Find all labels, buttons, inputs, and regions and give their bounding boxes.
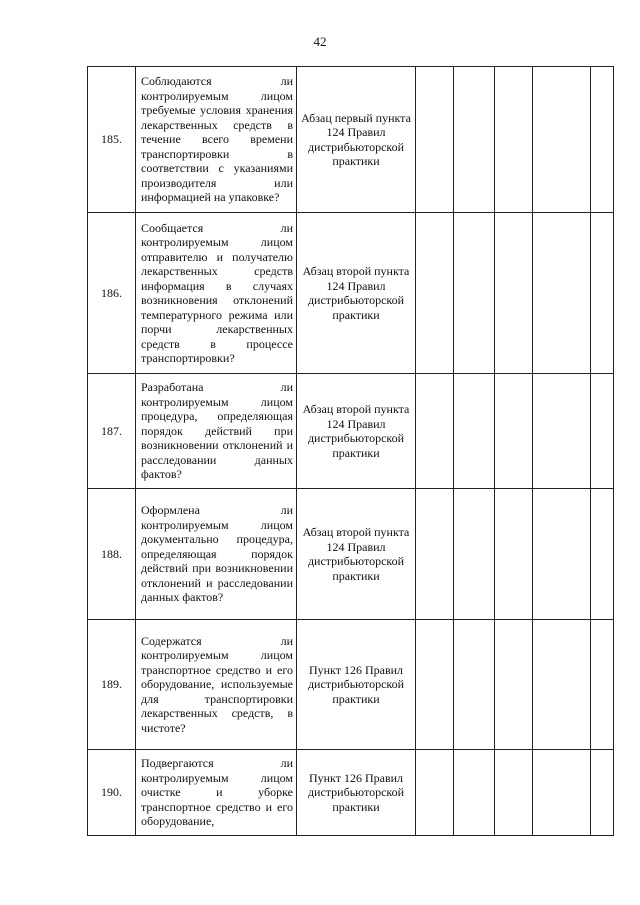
- answer-cell: [495, 620, 533, 750]
- row-number: 186.: [88, 213, 136, 374]
- row-number: 185.: [88, 67, 136, 213]
- answer-cell: [454, 67, 495, 213]
- table-row: [88, 213, 614, 374]
- answer-cell: [416, 67, 454, 213]
- answer-cell: [495, 750, 533, 836]
- answer-cell: [454, 213, 495, 374]
- question-text: Подвергаются ли контролируемым лицом очистке и уборке транспортное средство и его оборудование,: [136, 750, 297, 836]
- question-text: Разработана ли контролируемым лицом процедура, определяющая порядок действий при возникновении отклонений и расследовании данных фактов?: [136, 374, 297, 489]
- table-row: [88, 489, 614, 620]
- row-number: 188.: [88, 489, 136, 620]
- question-text: Содержатся ли контролируемым лицом транспортное средство и его оборудование, используемые для транспортировки лекарственных средств, в чистоте?: [136, 620, 297, 750]
- table-row: [88, 750, 614, 836]
- answer-cell: [591, 489, 614, 620]
- question-text: Соблюдаются ли контролируемым лицом требуемые условия хранения лекарственных средств в течение всего времени транспортировки в соответствии с указаниями производителя или информацией на упаковке?: [136, 67, 297, 213]
- answer-cell: [533, 750, 591, 836]
- answer-cell: [591, 67, 614, 213]
- answer-cell: [416, 620, 454, 750]
- answer-cell: [495, 213, 533, 374]
- legal-reference: Абзац второй пункта 124 Правил дистрибьюторской практики: [297, 213, 416, 374]
- page-number: 42: [313, 34, 327, 49]
- legal-reference: Абзац второй пункта 124 Правил дистрибьюторской практики: [297, 374, 416, 489]
- answer-cell: [416, 489, 454, 620]
- question-text: Оформлена ли контролируемым лицом документально процедура, определяющая порядок действий при возникновении отклонений и расследовании данных фактов?: [136, 489, 297, 620]
- checklist-table: [87, 66, 614, 836]
- question-text: Сообщается ли контролируемым лицом отправителю и получателю лекарственных средств информация в случаях возникновения отклонений температурного режима или порчи лекарственных средств в процессе транспортировки?: [136, 213, 297, 374]
- row-number: 187.: [88, 374, 136, 489]
- answer-cell: [416, 213, 454, 374]
- answer-cell: [454, 750, 495, 836]
- answer-cell: [495, 67, 533, 213]
- answer-cell: [591, 374, 614, 489]
- answer-cell: [495, 374, 533, 489]
- answer-cell: [591, 620, 614, 750]
- answer-cell: [454, 489, 495, 620]
- legal-reference: Пункт 126 Правил дистрибьюторской практики: [297, 750, 416, 836]
- answer-cell: [533, 489, 591, 620]
- legal-reference: Абзац второй пункта 124 Правил дистрибьюторской практики: [297, 489, 416, 620]
- legal-reference: Абзац первый пункта 124 Правил дистрибьюторской практики: [297, 67, 416, 213]
- table-row: [88, 67, 614, 213]
- row-number: 190.: [88, 750, 136, 836]
- answer-cell: [533, 213, 591, 374]
- answer-cell: [454, 374, 495, 489]
- table-row: [88, 374, 614, 489]
- answer-cell: [591, 750, 614, 836]
- answer-cell: [454, 620, 495, 750]
- answer-cell: [416, 750, 454, 836]
- answer-cell: [533, 620, 591, 750]
- row-number: 189.: [88, 620, 136, 750]
- answer-cell: [416, 374, 454, 489]
- answer-cell: [591, 213, 614, 374]
- answer-cell: [533, 374, 591, 489]
- answer-cell: [533, 67, 591, 213]
- answer-cell: [495, 489, 533, 620]
- table-row: [88, 620, 614, 750]
- legal-reference: Пункт 126 Правил дистрибьюторской практики: [297, 620, 416, 750]
